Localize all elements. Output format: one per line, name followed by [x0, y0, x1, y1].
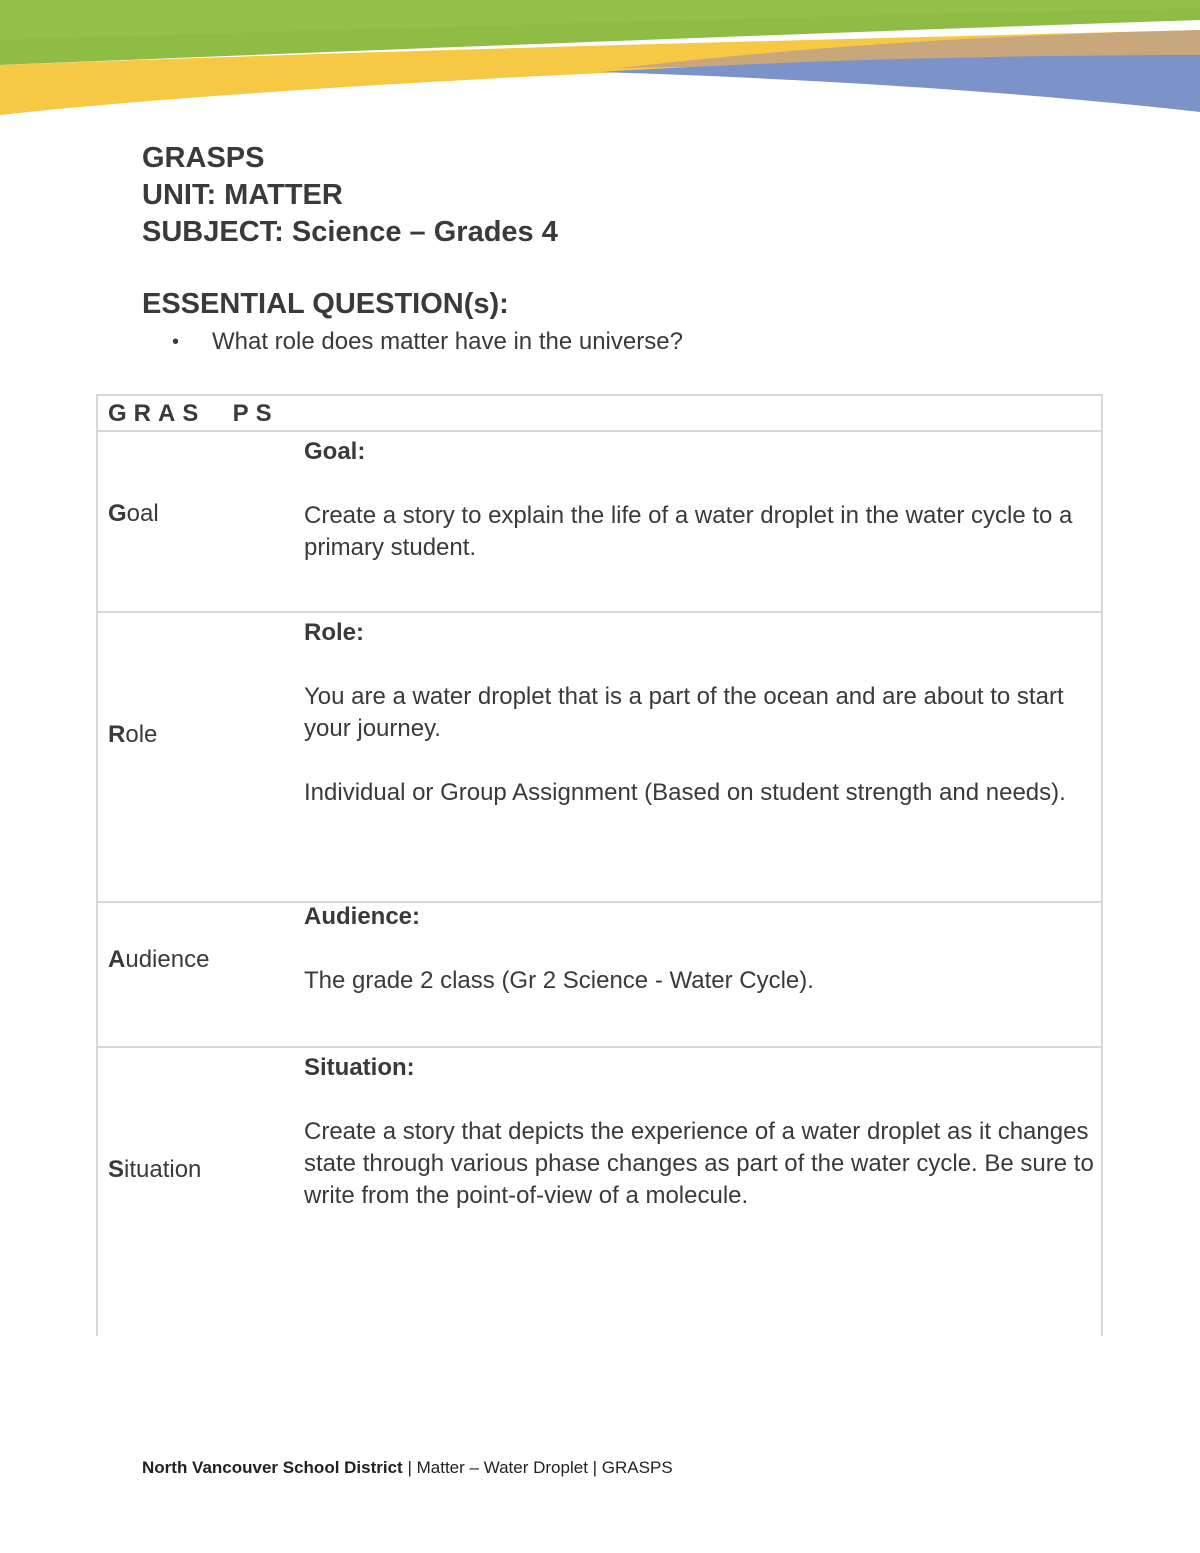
table-row-situation [96, 1048, 1103, 1336]
footer-doc-title: Matter – Water Droplet [416, 1458, 588, 1477]
row-content-role [304, 617, 1104, 841]
table-row-role [96, 613, 1103, 901]
essential-question-text: What role does matter have in the universe? [212, 328, 683, 355]
row-title: Situation: [304, 1054, 415, 1081]
row-paragraph: Create a story that depicts the experience of a water droplet as it changes state through various phase changes as part of the water cycle. Be sure to write from the point-of-view of a molecule. [304, 1118, 1094, 1209]
header-banner [0, 0, 1200, 120]
row-label-role: Role [108, 721, 158, 748]
row-content-situation [304, 1052, 1104, 1244]
table-row-audience [96, 903, 1103, 1046]
row-label-goal: Goal [108, 500, 159, 527]
bullet-icon: • [172, 331, 180, 353]
grasps-table [96, 394, 1103, 1336]
row-content-audience [304, 901, 1104, 1029]
footer-doc-type: GRASPS [601, 1458, 673, 1477]
subject-title: SUBJECT: Science – Grades 4 [142, 216, 558, 248]
row-title: Audience: [304, 903, 421, 930]
footer-org: North Vancouver School District [142, 1458, 403, 1477]
table-rule [96, 394, 1103, 396]
row-label-situation: Situation [108, 1156, 202, 1183]
row-content-goal [304, 436, 1104, 596]
unit-title: UNIT: MATTER [142, 179, 343, 211]
essential-question-list [172, 326, 683, 358]
row-title: Goal: [304, 438, 366, 465]
row-paragraph: Create a story to explain the life of a water droplet in the water cycle to a primary student. [304, 502, 1073, 561]
essential-question-heading: ESSENTIAL QUESTION(s): [142, 288, 509, 320]
table-row-goal [96, 432, 1103, 612]
doc-type-title: GRASPS [142, 142, 265, 174]
row-label-audience: Audience [108, 946, 210, 973]
footer-separator: | [587, 1458, 602, 1477]
row-title: Role: [304, 619, 364, 646]
document-header [142, 140, 558, 251]
row-paragraph: You are a water droplet that is a part of the ocean and are about to start your journey. [304, 683, 1064, 742]
list-item [172, 326, 683, 358]
row-paragraph: Individual or Group Assignment (Based on student strength and needs). [304, 779, 1066, 806]
table-heading: GRAS PS [108, 400, 279, 427]
footer-separator: | [402, 1458, 417, 1477]
page-footer [142, 1456, 673, 1480]
row-paragraph: The grade 2 class (Gr 2 Science - Water Cycle). [304, 967, 814, 994]
